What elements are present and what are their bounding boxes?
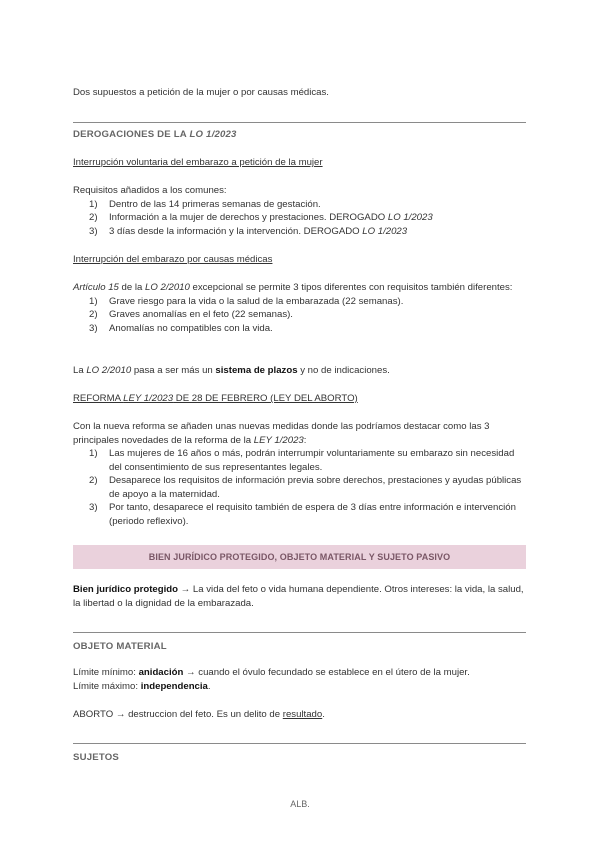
- reforma-heading: [73, 392, 527, 406]
- heading-text: OBJETO MATERIAL: [73, 641, 167, 652]
- list-item: 3) Anomalías no compatibles con la vida.: [89, 322, 273, 334]
- section-divider: [73, 632, 526, 633]
- objeto-heading: [73, 640, 527, 654]
- bien-juridico-text: Bien jurídico protegido → La vida del feto o vida humana dependiente. Otros intereses: la vida, la salud, la libertad o la dignidad de la embarazada.: [73, 584, 524, 609]
- section-divider: [73, 122, 526, 123]
- page-footer: ALB.: [290, 799, 310, 809]
- limite-maximo: Límite máximo: independencia.: [73, 680, 211, 692]
- limites-block: [73, 666, 527, 693]
- section-banner: [73, 545, 526, 569]
- reforma-block: [73, 420, 527, 528]
- list-item: 3) 3 días desde la información y la intervención. DEROGADO LO 1/2023: [89, 225, 408, 237]
- sujetos-heading: [73, 751, 527, 765]
- list-item: 1) Las mujeres de 16 años o más, podrán interrumpir voluntariamente su embarazo sin necesidad del consentimiento de sus representantes legales.: [89, 448, 515, 473]
- bien-juridico-paragraph: [73, 583, 527, 610]
- section-divider: [73, 743, 526, 744]
- list-item: 1) Dentro de las 14 primeras semanas de gestación.: [89, 198, 321, 210]
- requisitos-intro: Requisitos añadidos a los comunes:: [73, 185, 227, 196]
- banner-title: BIEN JURÍDICO PROTEGIDO, OBJETO MATERIAL Y SUJETO PASIVO: [148, 552, 451, 562]
- aborto-paragraph: [73, 708, 527, 722]
- list-item: 1) Grave riesgo para la vida o la salud de la embarazada (22 semanas).: [89, 295, 404, 307]
- list-item: 2) Graves anomalías en el feto (22 semanas).: [89, 309, 293, 320]
- plazos-text: La LO 2/2010 pasa a ser más un sistema de plazos y no de indicaciones.: [73, 365, 390, 376]
- reforma-intro: Con la nueva reforma se añaden unas nuevas medidas donde las podríamos destacar como las 3 principales novedades de la reforma de la LEY 1/2023:: [73, 421, 490, 446]
- list-item: 2) Desaparece los requisitos de información previa sobre derechos, prestaciones y ayudas públicas de apoyo a la maternidad.: [89, 475, 522, 500]
- list-item: 3) Por tanto, desaparece el requisito también de espera de 3 días entre información e intervención (periodo reflexivo).: [89, 502, 516, 527]
- causas-list: [73, 295, 527, 336]
- plazos-paragraph: [73, 364, 527, 378]
- subheading-voluntaria: [73, 156, 527, 170]
- articulo-block: [73, 281, 527, 335]
- novedades-list: [73, 447, 527, 528]
- heading-text: DEROGACIONES DE LA: [73, 129, 190, 140]
- subheading-text: Interrupción del embarazo por causas médicas: [73, 254, 273, 265]
- articulo-text: Artículo 15 de la LO 2/2010 excepcional se permite 3 tipos diferentes con requisitos también diferentes:: [73, 282, 513, 293]
- subheading-medicas: [73, 253, 527, 267]
- intro-text: Dos supuestos a petición de la mujer o por causas médicas.: [73, 87, 329, 98]
- intro-paragraph: [73, 86, 527, 100]
- law-ref: LO 1/2023: [189, 129, 237, 140]
- derogaciones-heading: [73, 128, 527, 142]
- reforma-heading-text: REFORMA LEY 1/2023 DE 28 DE FEBRERO (LEY DEL ABORTO): [73, 393, 358, 404]
- subheading-text: Interrupción voluntaria del embarazo a petición de la mujer: [73, 157, 323, 168]
- limite-minimo: Límite mínimo: anidación → cuando el óvulo fecundado se establece en el útero de la mujer.: [73, 667, 470, 678]
- heading-text: SUJETOS: [73, 752, 120, 763]
- requisitos-block: [73, 184, 527, 238]
- list-item: 2) Información a la mujer de derechos y prestaciones. DEROGADO LO 1/2023: [89, 212, 433, 223]
- requisitos-list: [73, 198, 527, 239]
- aborto-text: ABORTO → destruccion del feto. Es un delito de resultado.: [73, 709, 325, 720]
